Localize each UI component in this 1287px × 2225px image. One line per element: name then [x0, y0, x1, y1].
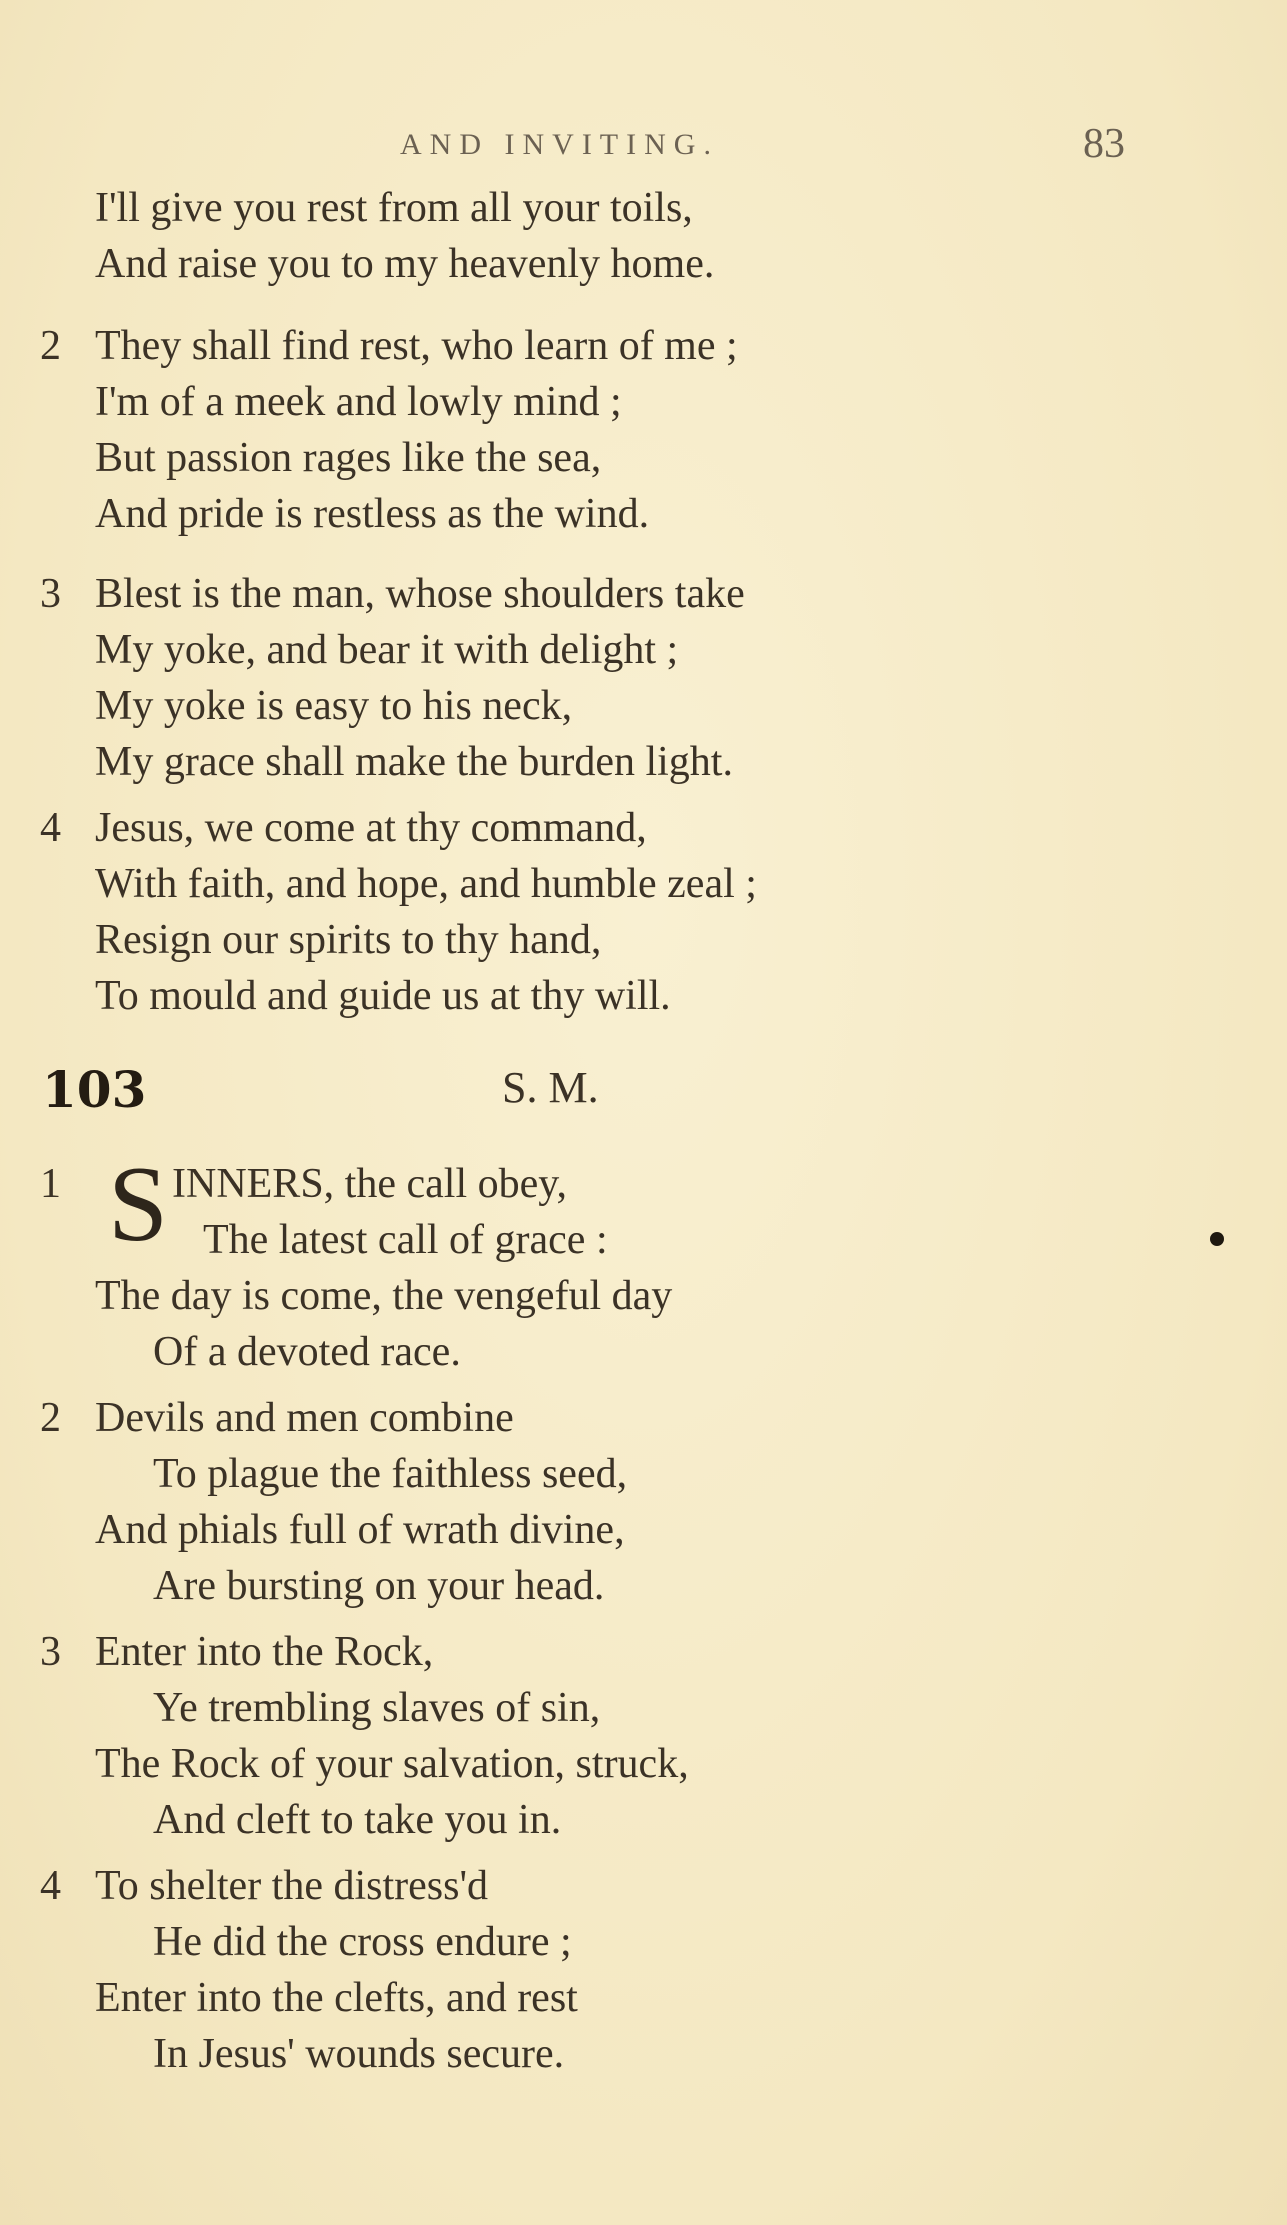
- stanza-number: 3: [40, 571, 61, 617]
- page-header: [0, 120, 1287, 180]
- running-title: AND INVITING.: [400, 128, 719, 161]
- hymn-heading: [42, 1060, 742, 1130]
- stanza-number: 4: [40, 805, 61, 851]
- stanza-number: 2: [40, 1395, 61, 1441]
- page-number: 83: [1083, 121, 1125, 167]
- hymn-number: 103: [42, 1060, 147, 1119]
- book-page: AND INVITING. 83 I'll give you rest from all your toils, And raise you to my heavenly home. 2 They shall find rest, who learn of me ; I'm of a meek and lowly mind ; But passion rages like the sea, And pride is restless as the wind. 3 Blest is the man, whose shoulders take My yoke, and bear it with delight ; My yoke is easy to his neck, My grace shall make the burden light. 4 Jesus, we come at thy command, With faith, and hope, and humble zeal ; Resign our spirits to thy hand, To mould and guide us at thy will. 103 S. M. 1 S INNERS, the call obey, The latest call of grace : The day is come, the vengeful day Of a devoted race. 2 Devils and men combine To plague the faithless seed, And phials full of wrath divine, Are bursting on your head. 3 Enter into the Rock, Ye trembling slaves of sin, The Rock of your salvation, struck, And cleft to take you in. 4 To shelter the distress'd He did the cross endure ; Enter into the clefts, and rest In Jesus' wounds secure.: [0, 0, 1287, 2225]
- stanza-number: 4: [40, 1863, 61, 1909]
- stanza-number: 1: [40, 1161, 61, 1207]
- stanza-number: 2: [40, 323, 61, 369]
- drop-cap: S: [108, 1145, 169, 1264]
- margin-ink-dot: [1210, 1232, 1224, 1246]
- hymn-meter: S. M.: [502, 1063, 599, 1112]
- stanza-number: 3: [40, 1629, 61, 1675]
